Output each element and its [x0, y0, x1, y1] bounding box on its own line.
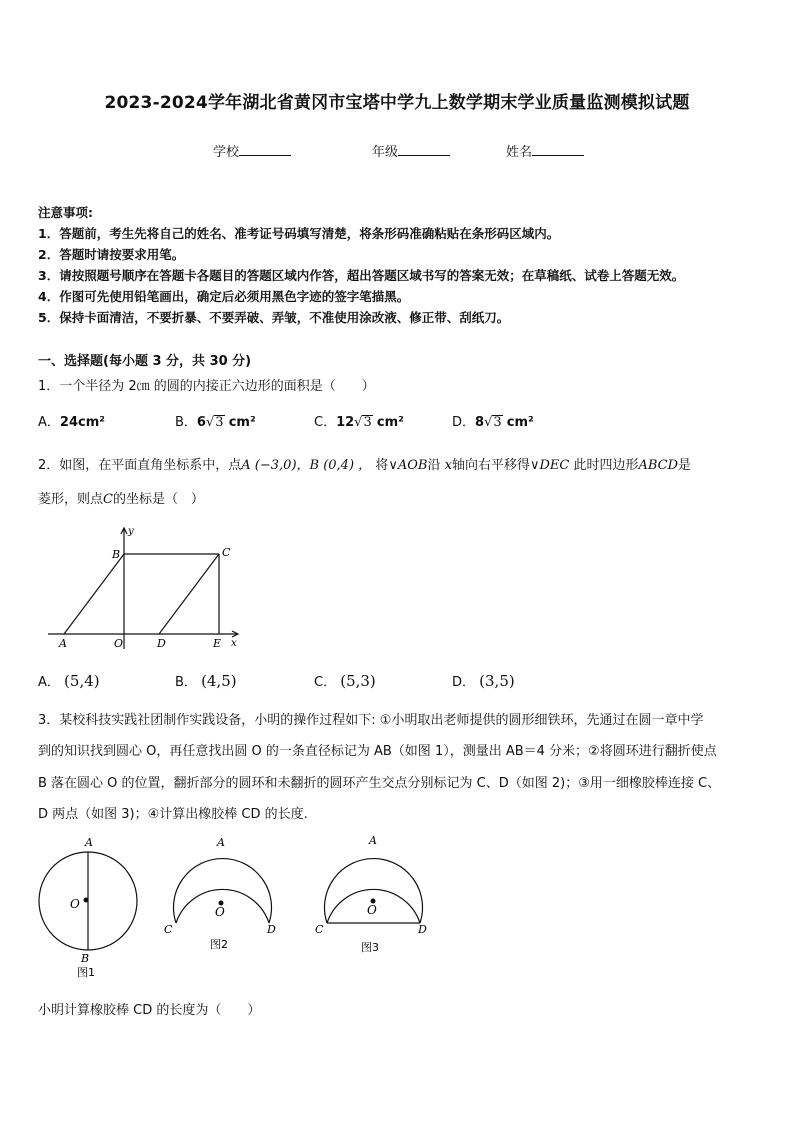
label-a: A [369, 834, 377, 847]
q3-figure-3 [311, 834, 436, 964]
label-d: D [418, 923, 427, 936]
label-a: A [85, 836, 93, 849]
grade-label: 年级 [372, 145, 399, 160]
school-field [213, 141, 291, 160]
label-b: B [81, 952, 90, 965]
label-o: O [367, 903, 377, 917]
label-o: O [70, 897, 80, 911]
fig-caption: 图2 [210, 938, 228, 951]
q2-option-a: A． (5,4) [38, 672, 100, 690]
q1-option-a: A．24cm² [38, 415, 105, 430]
question-2-line-2: 菱形，则点C的坐标是（ ） [38, 492, 204, 507]
question-3-ask: 小明计算橡胶棒 CD 的长度为（ ） [38, 1003, 261, 1018]
notice-heading: 注意事项: [38, 205, 93, 220]
label-o: O [215, 905, 225, 919]
name-label: 姓名 [506, 145, 533, 160]
q3-figure-1 [34, 834, 144, 984]
notice-item: 3．请按照题号顺序在答题卡各题目的答题区域内作答，超出答题区域书写的答案无效；在草稿纸、试卷上答题无效。 [38, 268, 685, 283]
label-a: A [59, 637, 67, 650]
q1-option-b: B．6√3 cm² [175, 415, 256, 430]
label-d: D [267, 923, 276, 936]
label-o: O [114, 637, 124, 650]
page-title: 2023-2024学年湖北省黄冈市宝塔中学九上数学期末学业质量监测模拟试题 [104, 93, 690, 113]
school-blank [239, 143, 291, 156]
grade-field [372, 141, 450, 160]
notice-item: 4．作图可先使用铅笔画出，确定后必须用黑色字迹的签字笔描黑。 [38, 289, 410, 304]
label-c: C [315, 923, 324, 936]
label-d: D [157, 637, 166, 650]
fig-caption: 图3 [361, 941, 379, 954]
section-heading: 一、选择题(每小题 3 分，共 30 分) [38, 354, 252, 369]
question-1-stem: 1．一个半径为 2㎝ 的圆的内接正六边形的面积是（ ） [38, 379, 375, 394]
q2-coordinate-figure [44, 524, 244, 654]
q2-option-b: B． (4,5) [175, 672, 237, 690]
school-label: 学校 [213, 145, 240, 160]
q2-option-c: C． (5,3) [314, 672, 376, 690]
label-e: E [213, 637, 222, 650]
q2-option-d: D． (3,5) [452, 672, 515, 690]
question-3-line: B 落在圆心 O 的位置，翻折部分的圆环和未翻折的圆环产生交点分别标记为 C、D（如图 2)；③用一细橡胶棒连接 C、 [38, 776, 721, 791]
label-y: y [128, 526, 134, 537]
question-3-line: 3．某校科技实践社团制作实践设备，小明的操作过程如下: ①小明取出老师提供的圆形细铁环，先通过在圆一章中学 [38, 713, 704, 728]
segment-dc [159, 554, 219, 634]
notice-item: 2．答题时请按要求用笔。 [38, 247, 185, 262]
notice-item: 5．保持卡面清洁，不要折暴、不要弄破、弄皱，不准使用涂改液、修正带、刮纸刀。 [38, 310, 510, 325]
q1-option-d: D．8√3 cm² [452, 415, 534, 430]
fig-caption: 图1 [77, 966, 95, 979]
label-c: C [164, 923, 173, 936]
name-blank [532, 143, 584, 156]
q3-figure-2 [160, 834, 285, 964]
label-a: A [217, 836, 225, 849]
label-c: C [222, 546, 231, 559]
question-3-line: D 两点（如图 3)；④计算出橡胶棒 CD 的长度. [38, 807, 308, 822]
question-3-line: 到的知识找到圆心 O，再任意找出圆 O 的一条直径标记为 AB（如图 1），测量出 AB＝4 分米；②将圆环进行翻折使点 [38, 744, 717, 759]
label-x: x [231, 638, 237, 649]
segment-ab [64, 554, 124, 634]
center-dot [84, 898, 89, 903]
question-2-line-1: 2．如图，在平面直角坐标系中，点A (−3,0)，B (0,4) ， 将∨AOB沿 x轴向右平移得∨DEC 此时四边形ABCD是 [38, 458, 692, 473]
q1-option-c: C．12√3 cm² [314, 415, 404, 430]
grade-blank [398, 143, 450, 156]
label-b: B [112, 548, 121, 561]
notice-item: 1．答题前，考生先将自己的姓名、准考证号码填写清楚，将条形码准确粘贴在条形码区域内。 [38, 226, 560, 241]
name-field [506, 141, 584, 160]
